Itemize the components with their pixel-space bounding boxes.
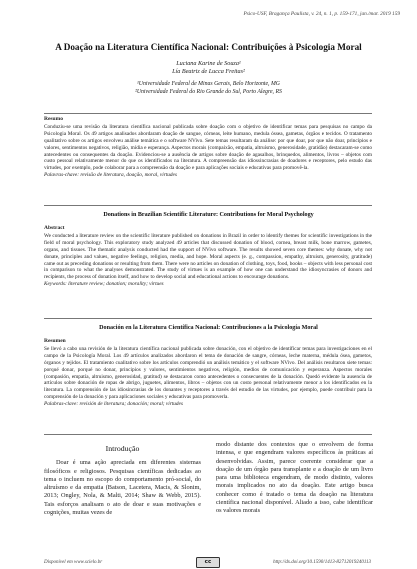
author-list: [0, 60, 417, 77]
doi-link[interactable]: http://dx.doi.org/10.1590/1413-82712019240113: [273, 560, 371, 565]
affiliation-list: [0, 80, 417, 96]
intro-paragraph-left: Doar é uma ação apreciada em diferentes sistemas filosóficos e religiosos. Pesquisas científicas dedicadas ao tema o incluem no escopo do comportamento pró-social, do altruísmo e da empatia (Batson, Lacetera, Macis, & Slonim, 2013; Ongley, Nola, & Malti, 2014; Shaw & Webb, 2015). Tais esforços analisam o ato de doar e suas motivações e cognições, muitas vezes de: [44, 459, 201, 517]
intro-column-left: [44, 445, 201, 517]
resumo-keywords: Palavras-chave: revisão de literatura, doação, moral, virtudes: [44, 172, 177, 179]
resumen-text: Se llevó a cabo una revisión de la literatura científica nacional publicada sobre donación, con el objetivo de identificar temas para investigaciones en el campo de la Psicología Moral. Los 49 artículos analizados abordaron el tema de donación de sangre, córneas, leche materna, médula ósea, gametos, órganos y tejidos. El tratamiento cualitativo sobre los artículos comprendió un análisis temático y el software NVivo. Del análisis resultaron siete temas: porqué donar, porqué no donar, principios y valores, sentimientos negativos, religión, medios de comunicación y esperanza. Aspectos morales (compasión, empatía, altruismo, generosidad, gratitud) se destacaron como antecedentes o consecuentes de la donación. Quedó evidente la ausencia de artículos sobre donación de ropas de abrigo, juguetes, alimentos, libros – objetos con un costo personal relativamente menor a los identificados en la literatura. La comprensión de las idiosincrasias de los donantes y receptores a través del estudio de las virtudes, por ejemplo, puede contribuir para la comprensión de la donación y para aplicaciones sociales y educativas para promoverla.: [44, 345, 372, 401]
resumo-text: Conduziu-se uma revisão da literatura científica nacional publicada sobre doação com o objetivo de identificar temas para pesquisas no campo da Psicologia Moral. Os 49 artigos analisados abordaram doação de sangue, córneas, leite humano, medula óssea, gametas, órgãos e tecidos. O tratamento qualitativo sobre os artigos envolveu análise temática e o software NVivo. Sete temas resultaram da análise: por que doar, por que não doar, princípios e valores, sentimentos negativos, religião, mídia e esperança. Aspectos morais (compaixão, empatia, altruísmo, generosidade, gratidão) destacaram-se como antecedentes ou consequentes da doação. Evidenciou-se a ausência de artigos sobre doação de agasalhos, brinquedos, alimentos, livros – objetos com custo pessoal relativamente menor do que os identificados na literatura. A compreensão das idiossincrasias de doadores e receptores, pelo estudo das virtudes, por exemplo, pode colaborar para a compreensão da doação e para aplicações sociais e educativas para promovê-la.: [44, 123, 372, 172]
intro-column-right: [216, 441, 373, 516]
abstract-text: We conducted a literature review on the scientific literature published on donations in Brazil in order to identify themes for scientific investigations in the field of moral psychology. This exploratory study analyzed 49 articles that discussed donation of blood, cornea, breast milk, bone marrow, gametes, organs, and tissues. The thematic analysis conducted had the support of NVivo software. The results showed seven core themes: why donate, why not donate, principles and values, negative feelings, religion, media, and hope. Moral aspects (e. g., compassion, empathy, altruism, generosity, gratitude) came out as preceding donations or resulting from them. There were no articles on donation of clothing, toys, food, books – objects with less personal cost in comparison to what the analyses demonstrated. The study of virtues is an example of how one can understand the idiosyncrasies of donors and recipients, the process of donation itself, and how to develop social and educational actions to encourage donations.: [44, 232, 372, 281]
spanish-title: Donación en la Literatura Científica Nacional: Contribuciones a la Psicología Moral: [99, 325, 318, 331]
abstract-section: [44, 225, 372, 288]
resumen-keywords: Palabras-clave: revisión de literatura; donación; moral; virtudes: [44, 401, 183, 408]
affiliation-1: ¹Universidade Federal de Minas Gerais, Belo Horizonte, MG: [137, 81, 280, 87]
creative-commons-badge: cc: [196, 557, 220, 568]
resumen-label: Resumen: [44, 338, 66, 344]
abstract-keywords: Keywords: literature review; donation; morality; virtues: [44, 281, 164, 288]
abstract-label: Abstract: [44, 225, 65, 231]
divider: [44, 205, 372, 206]
divider: [44, 113, 372, 114]
resumo-section: [44, 116, 372, 179]
affiliation-2: ²Universidade Federal do Rio Grande do Sul, Porto Alegre, RS: [135, 89, 282, 96]
author-2: Lía Beatriz de Lucca Freitas²: [172, 68, 245, 76]
availability-note: Disponível em www.scielo.br: [44, 560, 103, 565]
intro-heading: Introdução: [105, 444, 140, 453]
resumo-label: Resumo: [44, 116, 63, 122]
article-title: A Doação na Literatura Científica Nacional: Contribuições à Psicologia Moral: [55, 42, 362, 52]
resumen-section: [44, 338, 372, 408]
divider: [44, 318, 372, 319]
author-1: Luciana Karine de Souza¹: [176, 60, 241, 67]
journal-header: Psico-USF, Bragança Paulista, v. 24, n. 1, p. 159-171, jan./mar. 2019 159: [243, 11, 400, 17]
english-title: Donations in Brazilian Scientific Literature: Contributions for Moral Psychology: [103, 212, 314, 218]
divider: [44, 434, 372, 435]
intro-paragraph-right: modo distante dos contextos que o envolvem de forma intensa, e que engendram valores específicos às práticas aí desenvolvidas. Assim, parece coerente considerar que a doação de um órgão para transplante e a doação de um livro para uma biblioteca engendram, de modo distinto, valores morais implicados no ato da doação. Este artigo busca conhecer como é tratado o tema da doação na literatura científica nacional disponível. Aliado a isso, cabe identificar os valores morais: [216, 441, 373, 515]
